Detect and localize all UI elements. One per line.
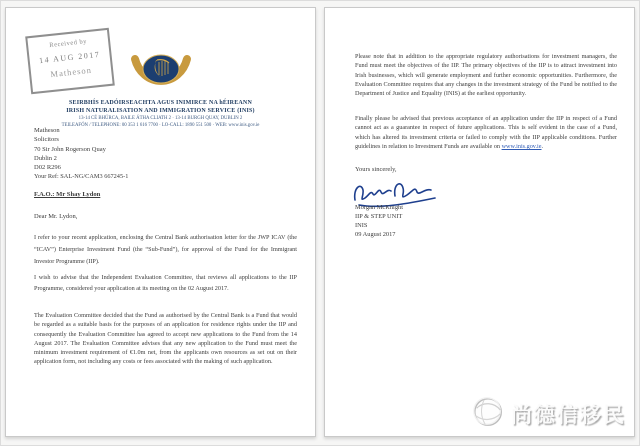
letterhead-contact: TEILEAFÓN / TELEPHONE: 00 353 1 616 7700 · LO-CALL: 1890 551 500 · WEB: www.inis.gov.ie: [61, 123, 260, 129]
fao-line: F.A.O.: Mr Shay Lydon: [34, 191, 101, 198]
letter-date: 09 August 2017: [355, 231, 396, 238]
watermark-text: 尚德信移民: [511, 402, 626, 427]
recipient-line: D02 R296: [34, 164, 61, 172]
letterhead-english-title: IRISH NATURALISATION AND IMMIGRATION SERVICE (INIS): [66, 107, 255, 114]
recipient-line: Matheson: [34, 127, 60, 134]
inis-website-link[interactable]: www.inis.gov.ie: [501, 142, 542, 150]
received-date-stamp: [25, 28, 115, 94]
recipient-address-block: [34, 126, 106, 172]
body-paragraph: I wish to advise that the Independent Evaluation Committee, that reviews all applications to the IIP Programme, considered your application at its meeting on the 02 August 2017.: [34, 274, 297, 292]
stamp-firm-name: Matheson: [49, 64, 93, 80]
body-paragraph: The Evaluation Committee decided that the Fund as authorised by the Central Bank is a Fund that would be regarded as a suitable basis for the purposes of an application for residence rights under the IIP and consequently the Evaluation Committee has agreed to accept new applications to the Fund from the 14 August 2017. The Evaluation Committee advises that any new application to the Fund must meet the minimum investment requirement of €1.0m net, from the applicants own resources as set out on their application form, not including any costs or fees associated with the making of such application.: [34, 312, 297, 366]
globe-sketch-icon: [471, 394, 505, 433]
body-paragraph: Please note that in addition to the appropriate regulatory authorisations for investment managers, the Fund must meet the objectives of the IIP. The primary objectives of the IIP is to attract investment into Irish businesses, which will generate employment and further economic opportunities. Furthermore, the Evaluation Committee requires that any changes in the investment strategy of the Fund be notified to the Department of Justice and Equality (INIS) at the earliest opportunity.: [355, 53, 617, 98]
agency-watermark: [471, 394, 626, 433]
signatory-unit: IIP & STEP UNIT: [355, 213, 403, 220]
letterhead-address: 13-14 CÉ BHÚRCA, BAILE ÁTHA CLIATH 2 · 13-14 BURGH QUAY, DUBLIN 2: [78, 116, 243, 121]
inis-harp-logo-icon: [128, 52, 194, 103]
signatory-org: INIS: [355, 222, 368, 229]
signatory-name: Morgan McKnight: [355, 204, 403, 211]
closing-paragraph-period: .: [541, 142, 544, 150]
reference-line: Your Ref: SAL-NG/CAM3 667245-1: [34, 173, 129, 180]
salutation: Dear Mr. Lydon,: [34, 213, 78, 220]
complimentary-close: Yours sincerely,: [355, 166, 397, 173]
letter-page-2: [324, 7, 635, 437]
recipient-line: Dublin 2: [34, 154, 57, 162]
letter-page-1: [5, 7, 316, 437]
recipient-line: Solicitors: [34, 136, 59, 144]
recipient-line: 70 Sir John Rogerson Quay: [34, 145, 106, 153]
body-paragraph: I refer to your recent application, enclosing the Central Bank authorisation letter for the JWP ICAV (the “ICAV”) Enterprise Investment Fund (the “Sub-Fund”), for approval of the Fund for the Immigrant Investor Programme (IIP).: [34, 234, 297, 265]
closing-paragraph: [355, 114, 617, 151]
stamp-received-by-label: Received by: [49, 38, 88, 50]
closing-paragraph-text: Finally please be advised that previous acceptance of an application under the IIP in respect of a Fund cannot act as a guarantee in respect of future applications. This is self evident in the case of a Fund, which has altered its investment criteria or failed to comply with the IIP applicable conditions. Further guidelines in relation to Investment Funds are available on: [355, 115, 617, 150]
stamp-date: 14 AUG 2017: [38, 49, 101, 66]
letterhead-irish-title: SEIRBHÍS EADÓIRSEACHTA AGUS INIMIRCE NA hÉIREANN: [68, 100, 253, 106]
